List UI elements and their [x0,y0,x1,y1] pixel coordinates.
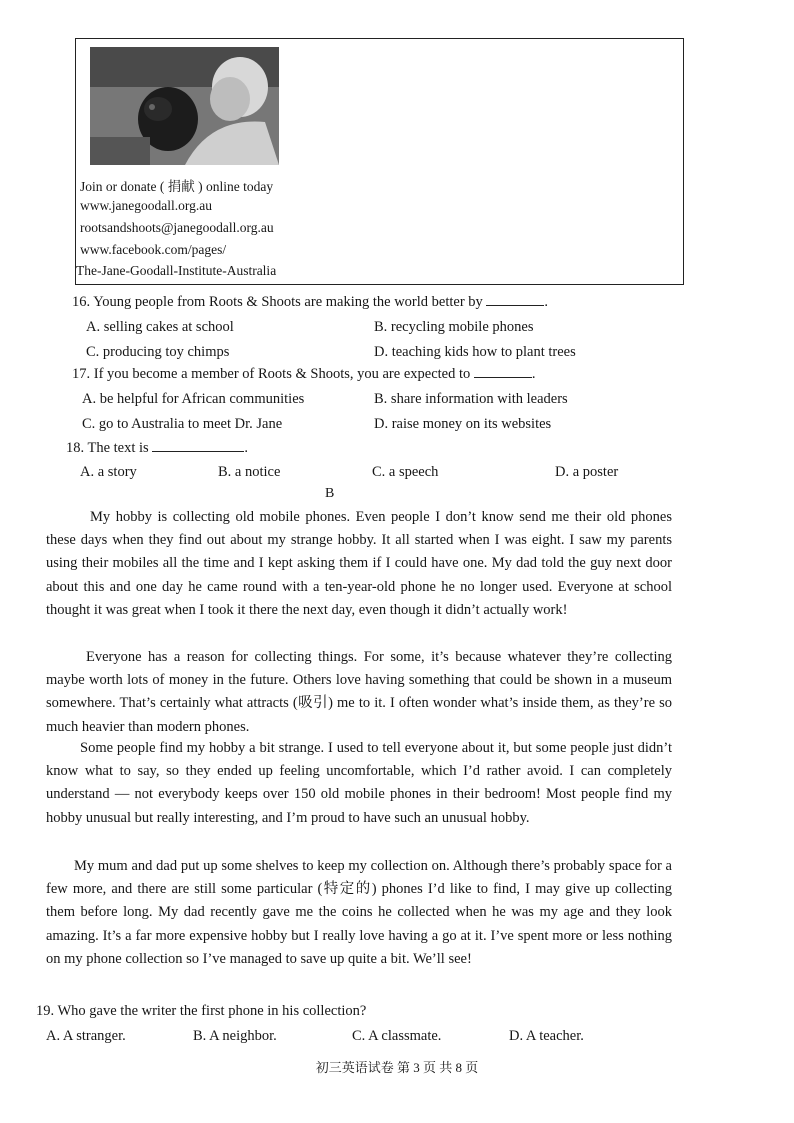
question-18-option-d: D. a poster [555,464,619,480]
question-18-end: . [244,440,248,456]
ad-line-facebook-page[interactable]: The-Jane-Goodall-Institute-Australia [76,263,277,278]
page-footer: 初三英语试卷 第 3 页 共 8 页 [315,1060,479,1075]
passage-paragraph-2: Everyone has a reason for collecting things. For some, it’s because whatever they’re collecting maybe worth lots of money in the future. Others love having something that could be shown in a museum somewhere. That’s certainly what attracts (吸引) me to it. I often wonder what’s inside them, as they’re so much heavier than modern phones. [46,649,672,735]
answer-blank [486,293,544,306]
question-16-stem: 16. Young people from Roots & Shoots are making the world better by [72,294,483,310]
question-16-option-d: D. teaching kids how to plant trees [374,344,576,360]
answer-blank [474,365,532,378]
question-17-option-c: C. go to Australia to meet Dr. Jane [82,416,283,432]
section-b-heading: B [325,486,335,501]
question-16-option-c: C. producing toy chimps [86,344,230,360]
question-17-option-a: A. be helpful for African communities [82,391,305,407]
ad-line-facebook[interactable]: www.facebook.com/pages/ [80,242,227,257]
passage-paragraph-3: Some people find my hobby a bit strange. I used to tell everyone about it, but some people just didn’t know what to say, so they ended up feeling uncomfortable, which I’d rather avoid. I can completely understand — not everybody keeps over 150 old mobile phones in their bedroom! Most people find my hobby unusual but really interesting, and I’m proud to have such an unusual hobby. [46,740,672,826]
ad-line-website[interactable]: www.janegoodall.org.au [80,198,212,213]
ad-line-donate: Join or donate ( 捐献 ) online today [80,179,274,194]
question-17-stem: 17. If you become a member of Roots & Shoots, you are expected to [72,366,471,382]
question-19-option-d: D. A teacher. [509,1028,584,1044]
ad-line-email[interactable]: rootsandshoots@janegoodall.org.au [80,220,274,235]
question-19-option-b: B. A neighbor. [193,1028,277,1044]
question-19-option-a: A. A stranger. [46,1028,126,1044]
question-18-option-a: A. a story [80,464,137,480]
question-18-stem: 18. The text is [66,440,149,456]
passage-paragraph-1: My hobby is collecting old mobile phones. Even people I don’t know send me their old phones these days when they find out about my strange hobby. It all started when I was eight. I saw my parents using their mobiles all the time and I kept asking them if I could have one. My dad told the guy next door about this and one day he came round with a ten-year-old phone he no longer used. Everyone at school thought it was great when I took it there the next day, even though it didn’t actually work! [46,509,672,618]
question-16-option-b: B. recycling mobile phones [374,319,534,335]
jane-goodall-photo [90,47,279,165]
question-19-stem: 19. Who gave the writer the first phone in his collection? [36,1003,367,1019]
question-18-option-b: B. a notice [218,464,281,480]
question-17-option-b: B. share information with leaders [374,391,568,407]
answer-blank [152,439,244,452]
question-17-option-d: D. raise money on its websites [374,416,552,432]
question-17 [72,365,536,383]
question-18-option-c: C. a speech [372,464,439,480]
question-16-end: . [544,294,549,310]
question-19-option-c: C. A classmate. [352,1028,442,1044]
question-16-option-a: A. selling cakes at school [86,319,234,335]
question-16 [72,293,548,311]
question-18 [66,439,248,457]
passage-paragraph-4: My mum and dad put up some shelves to keep my collection on. Although there’s probably space for a few more, and there are still some particular (特定的) phones I’d like to find, I may give up collecting them before long. My dad recently gave me the coins he collected when he was my age and they look amazing. It’s a far more expensive hobby but I really love having a go at it. I’ve spent more or less nothing on my phone collection so I’ve managed to save up quite a bit. We’ll see! [46,858,672,967]
question-17-end: . [531,366,536,382]
